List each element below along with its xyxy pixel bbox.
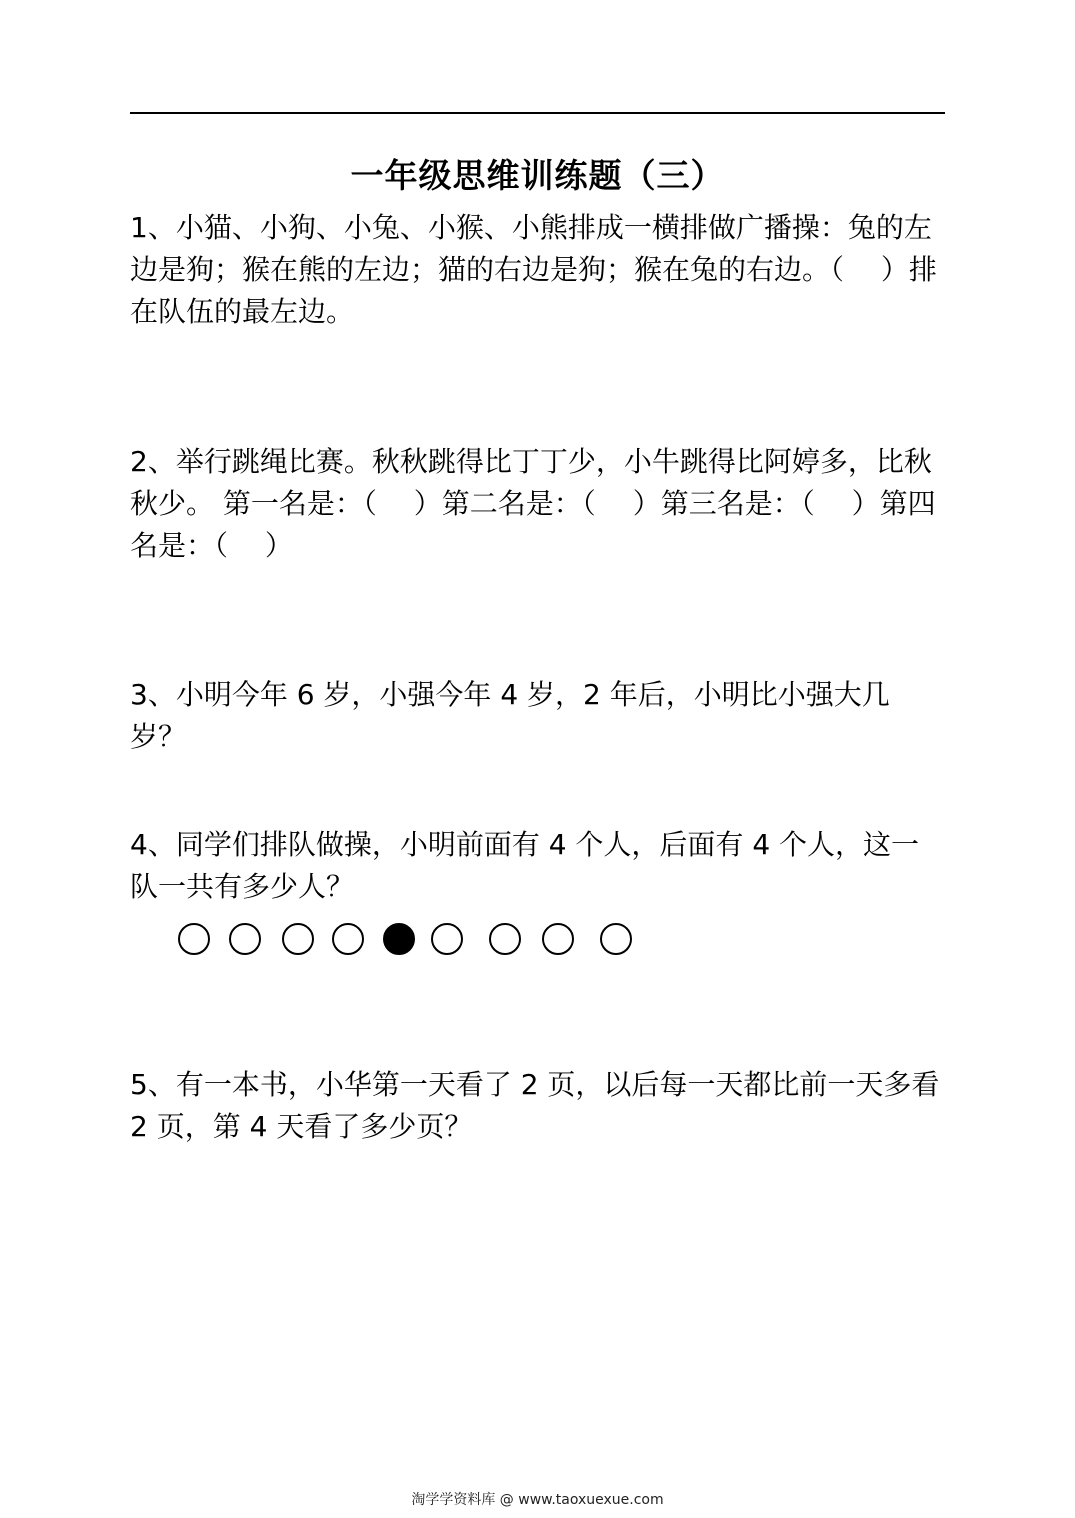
top-divider-line [130, 112, 945, 114]
circle-empty [283, 924, 313, 954]
circle-empty [230, 924, 260, 954]
question-4: 4、同学们排队做操，小明前面有 4 个人，后面有 4 个人，这一队一共有多少人？ [130, 828, 920, 903]
page-title: 一年级思维训练题（三） [350, 156, 725, 195]
question-3: 3、小明今年 6 岁，小强今年 4 岁，2 年后，小明比小强大几岁？ [130, 678, 890, 753]
circle-empty [490, 924, 520, 954]
question-2: 2、举行跳绳比赛。秋秋跳得比丁丁少，小牛跳得比阿婷多，比秋秋少。 第一名是：（ ）第二名是：（ ）第三名是：（ ）第四名是：（ ） [130, 445, 936, 562]
circle-empty [432, 924, 462, 954]
circle-empty [333, 924, 363, 954]
question-1: 1、小猫、小狗、小兔、小猴、小熊排成一横排做广播操：兔的左边是狗；猴在熊的左边；猫的右边是狗；猴在兔的右边。（ ）排在队伍的最左边。 [130, 211, 937, 328]
footer-watermark: 淘学学资料库 @ www.taoxuexue.com [411, 1492, 664, 1508]
circle-filled [384, 924, 414, 954]
question-5: 5、有一本书，小华第一天看了 2 页，以后每一天都比前一天多看 2 页，第 4 天看了多少页？ [130, 1068, 949, 1143]
circle-empty [601, 924, 631, 954]
circle-empty [543, 924, 573, 954]
circle-empty [179, 924, 209, 954]
